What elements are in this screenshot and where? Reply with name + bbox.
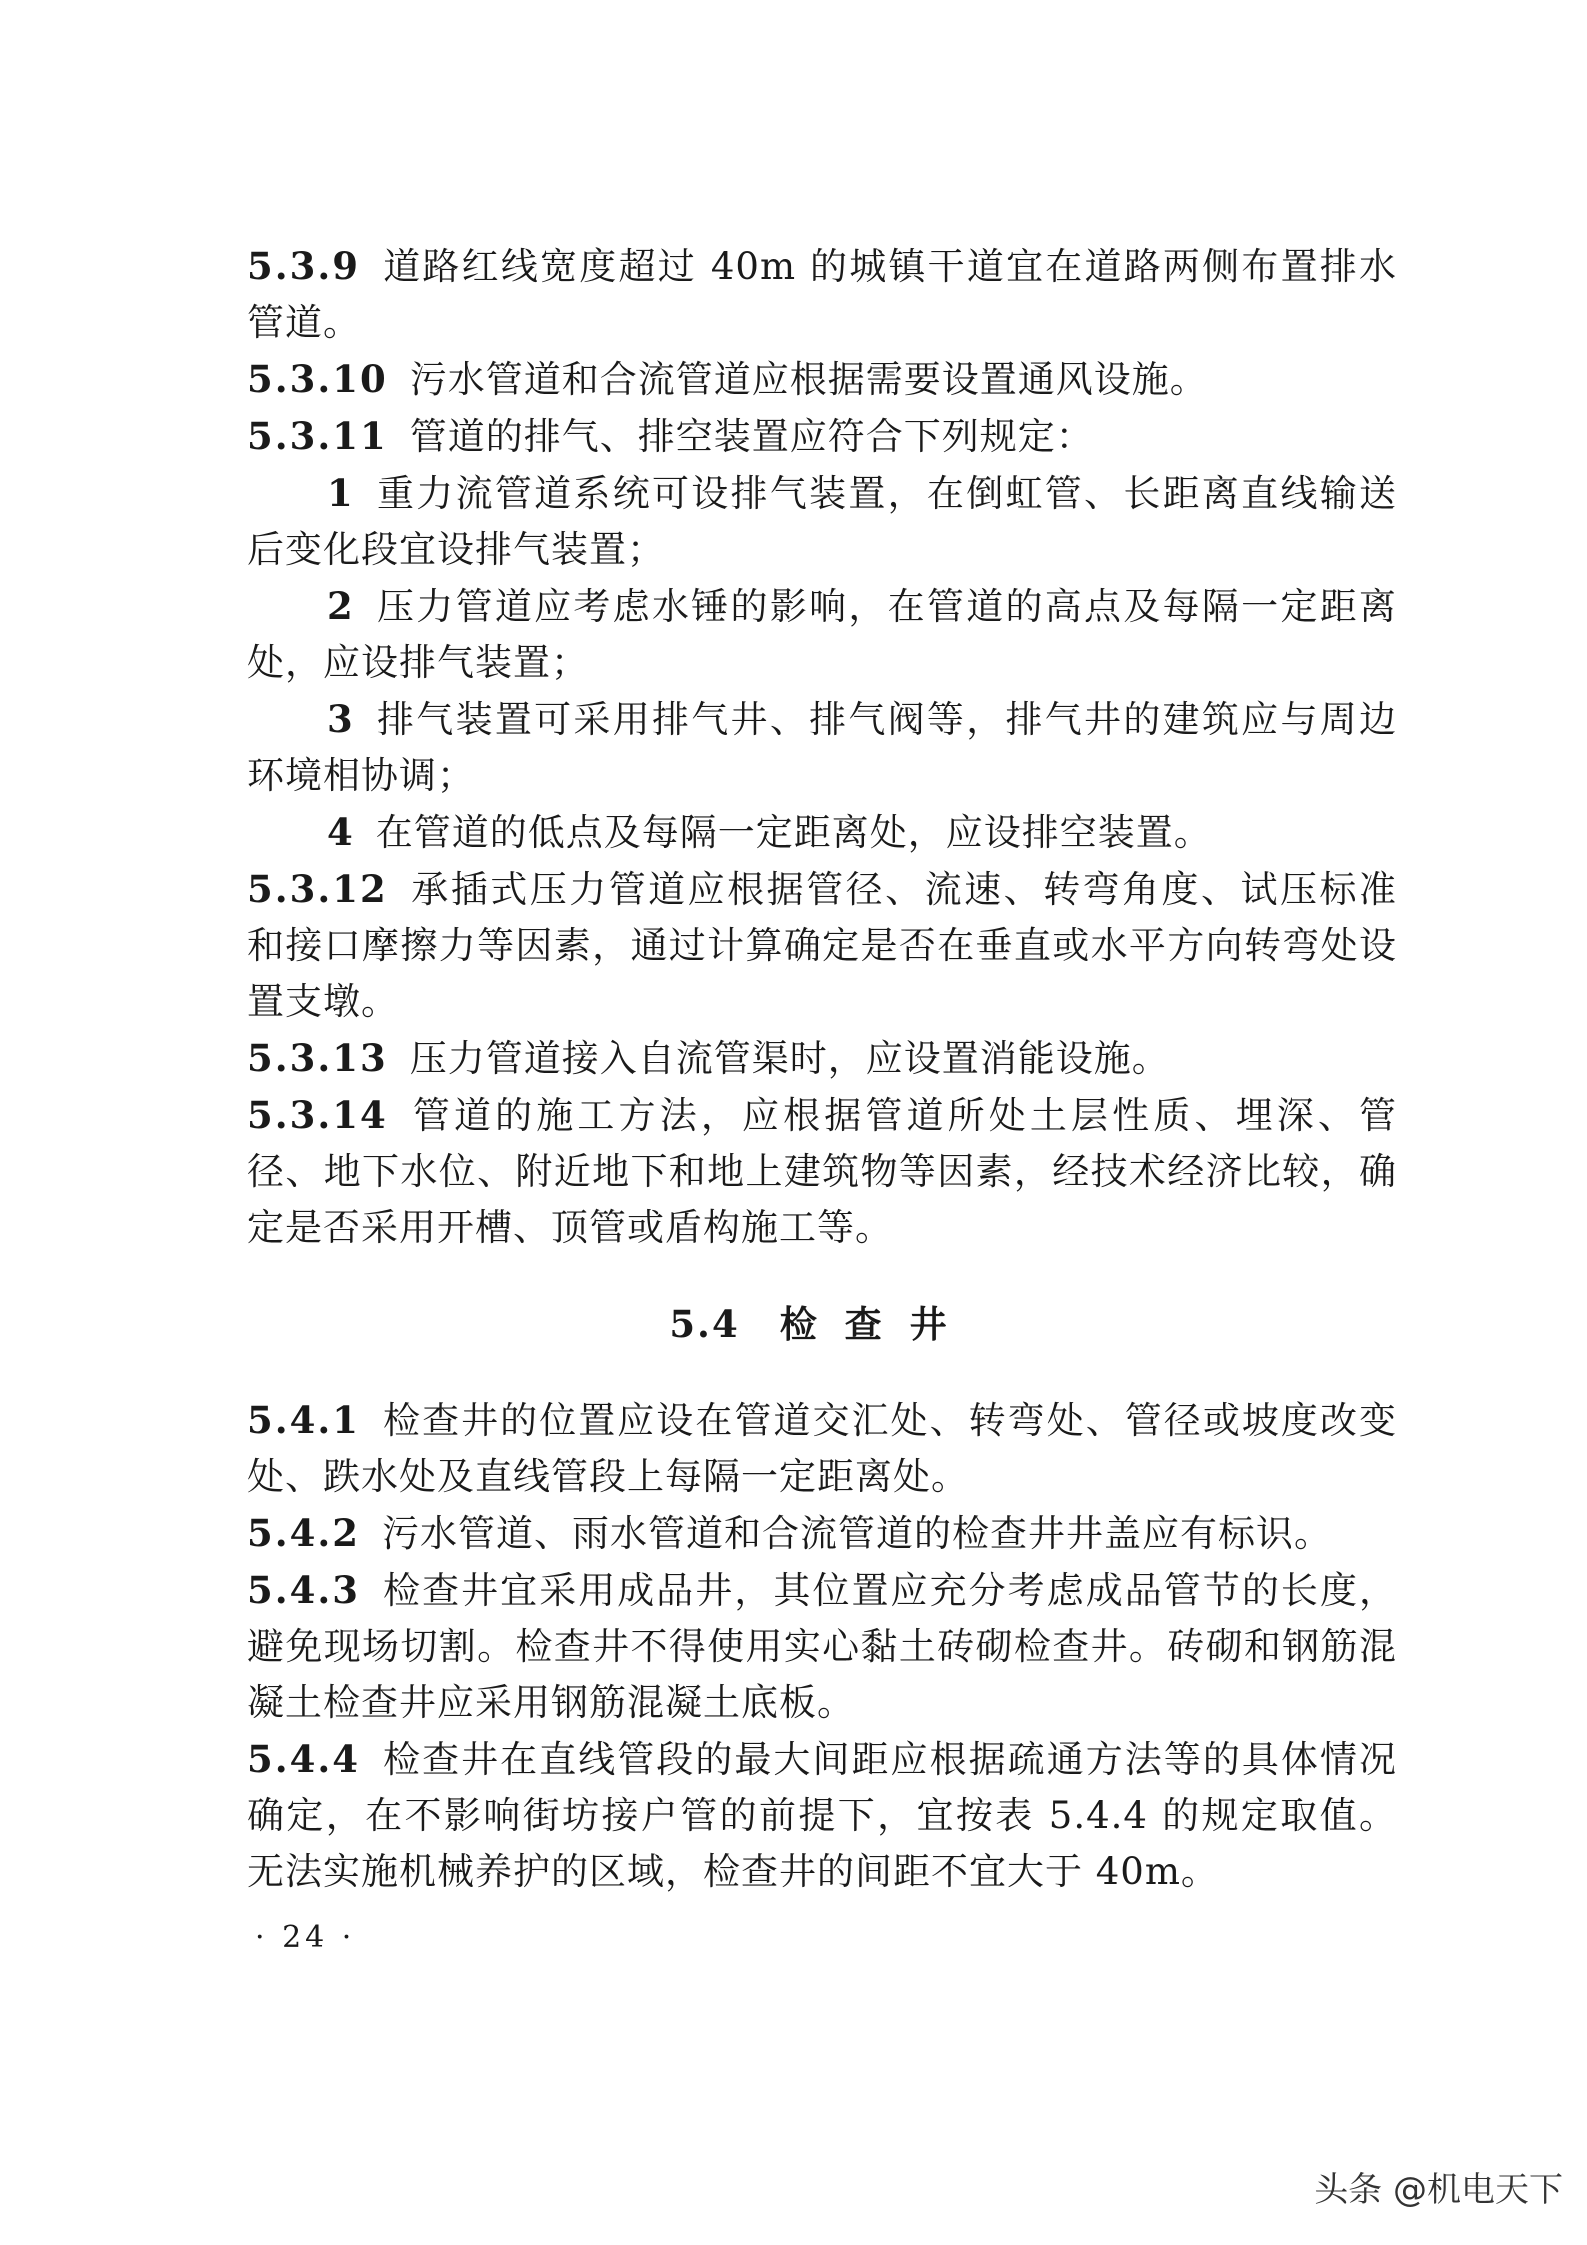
clause-number: 5.3.12: [247, 867, 388, 911]
clause-5-4-3: [247, 1562, 1397, 1731]
clause-number: 5.3.14: [247, 1093, 388, 1137]
clause-number: 5.3.10: [247, 357, 388, 401]
clause-text: 管道的施工方法，应根据管道所处土层性质、埋深、管径、地下水位、附近地下和地上建筑物等因素，经技术经济比较，确定是否采用开槽、顶管或盾构施工等。: [247, 1094, 1397, 1249]
clause-text: 压力管道接入自流管渠时，应设置消能设施。: [409, 1037, 1170, 1080]
clause-text: 检查井的位置应设在管道交汇处、转弯处、管径或坡度改变处、跌水处及直线管段上每隔一定距离处。: [247, 1399, 1397, 1498]
clause-text: 道路红线宽度超过 40m 的城镇干道宜在道路两侧布置排水管道。: [247, 245, 1397, 344]
watermark-text: 头条 @机电天下: [1314, 2170, 1563, 2210]
clause-5-3-11-item-4: [247, 804, 1397, 861]
item-text: 排气装置可采用排气井、排气阀等，排气井的建筑应与周边环境相协调；: [247, 698, 1397, 797]
clause-number: 5.3.9: [247, 244, 360, 288]
item-text: 压力管道应考虑水锤的影响，在管道的高点及每隔一定距离处，应设排气装置；: [247, 585, 1397, 684]
clause-number: 5.4.1: [247, 1398, 360, 1442]
page-content: [247, 238, 1397, 1900]
section-number: 5.4: [669, 1302, 740, 1346]
clause-text: 检查井在直线管段的最大间距应根据疏通方法等的具体情况确定，在不影响街坊接户管的前提下，宜按表 5.4.4 的规定取值。无法实施机械养护的区域，检查井的间距不宜大于 40m。: [247, 1738, 1397, 1893]
clause-number: 5.3.11: [247, 414, 388, 458]
clause-5-3-11-item-1: [247, 465, 1397, 578]
clause-number: 5.4.2: [247, 1511, 360, 1555]
clause-5-3-14: [247, 1087, 1397, 1256]
clause-number: 5.3.13: [247, 1036, 388, 1080]
item-number: 1: [327, 471, 354, 515]
clause-5-4-2: [247, 1505, 1397, 1562]
clause-5-3-11-item-3: [247, 691, 1397, 804]
item-number: 3: [327, 697, 354, 741]
item-number: 4: [327, 810, 354, 854]
clause-text: 管道的排气、排空装置应符合下列规定：: [409, 415, 1094, 458]
item-number: 2: [327, 584, 354, 628]
clause-number: 5.4.4: [247, 1737, 360, 1781]
clause-text: 污水管道、雨水管道和合流管道的检查井井盖应有标识。: [382, 1512, 1332, 1555]
clause-5-3-12: [247, 861, 1397, 1030]
clause-5-3-9: [247, 238, 1397, 351]
clause-5-3-11-item-2: [247, 578, 1397, 691]
clause-5-3-10: [247, 351, 1397, 408]
item-text: 在管道的低点及每隔一定距离处，应设排空装置。: [375, 811, 1212, 854]
item-text: 重力流管道系统可设排气装置，在倒虹管、长距离直线输送后变化段宜设排气装置；: [247, 472, 1397, 571]
clause-5-4-1: [247, 1392, 1397, 1505]
clause-text: 污水管道和合流管道应根据需要设置通风设施。: [409, 358, 1208, 401]
clause-5-3-13: [247, 1030, 1397, 1087]
clause-text: 承插式压力管道应根据管径、流速、转弯角度、试压标准和接口摩擦力等因素，通过计算确定是否在垂直或水平方向转弯处设置支墩。: [247, 868, 1397, 1023]
clause-5-4-4: [247, 1731, 1397, 1900]
section-heading: [247, 1296, 1397, 1352]
clause-text: 检查井宜采用成品井，其位置应充分考虑成品管节的长度，避免现场切割。检查井不得使用实心黏土砖砌检查井。砖砌和钢筋混凝土检查井应采用钢筋混凝土底板。: [247, 1569, 1397, 1724]
page-number: · 24 ·: [255, 1920, 356, 1955]
clause-5-3-11: [247, 408, 1397, 465]
clause-number: 5.4.3: [247, 1568, 360, 1612]
section-name: 检查井: [779, 1302, 975, 1346]
